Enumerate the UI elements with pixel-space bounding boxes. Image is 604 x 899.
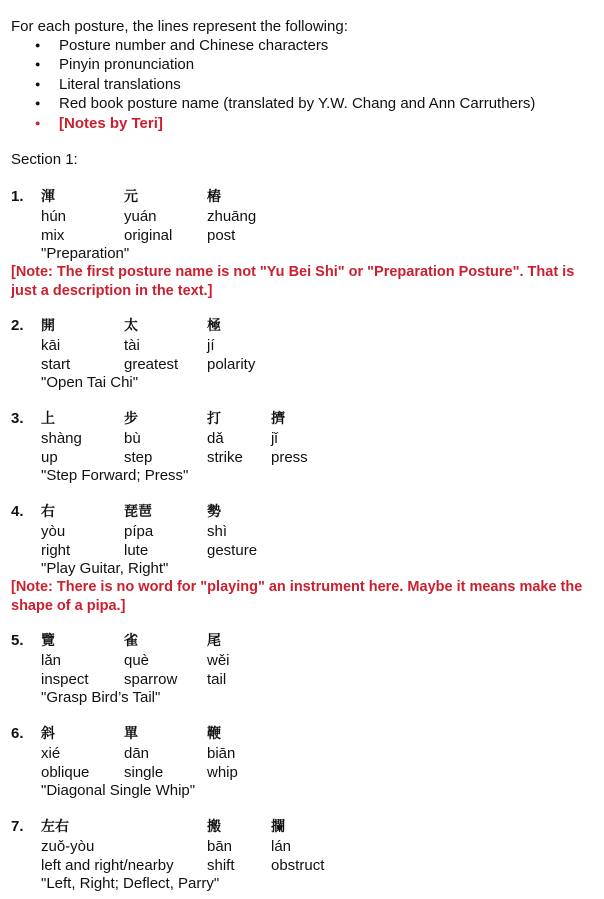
character: 右 — [41, 504, 55, 520]
posture-name: "Play Guitar, Right" — [41, 560, 169, 577]
pinyin: dān — [124, 745, 150, 762]
posture-number: 1. — [11, 188, 24, 205]
literal: press — [271, 449, 308, 466]
posture-number: 3. — [11, 410, 24, 427]
posture-number: 7. — [11, 818, 24, 835]
literal: up — [41, 449, 58, 466]
character: 琵琶 — [124, 504, 152, 520]
literal: tail — [207, 671, 227, 688]
literal: greatest — [124, 356, 179, 373]
character: 步 — [124, 411, 138, 427]
pinyin: shì — [207, 523, 228, 540]
character: 上 — [41, 411, 55, 427]
posture-number: 5. — [11, 632, 24, 649]
literal: post — [207, 227, 236, 244]
literal: single — [124, 764, 164, 781]
posture-name: "Grasp Bird’s Tail" — [41, 689, 161, 706]
posture-name: "Open Tai Chi" — [41, 374, 139, 391]
pinyin: zuǒ-yòu — [41, 838, 95, 855]
literal: original — [124, 227, 173, 244]
literal: left and right/nearby — [41, 857, 174, 874]
posture-name: "Preparation" — [41, 245, 130, 262]
teri-note: [Note: The first posture name is not "Yu Bei Shi" or "Preparation Posture". That is just a description in the text.] — [11, 264, 575, 299]
pinyin: yuán — [124, 208, 157, 225]
pinyin: xié — [41, 745, 61, 762]
character: 勢 — [207, 504, 221, 520]
literal: gesture — [207, 542, 258, 559]
character: 左右 — [41, 819, 69, 835]
posture-name: "Step Forward; Press" — [41, 467, 189, 484]
posture-number: 6. — [11, 725, 24, 742]
intro-text: For each posture, the lines represent the following: — [11, 18, 348, 35]
posture-number: 2. — [11, 317, 24, 334]
posture-name: "Left, Right; Deflect, Parry" — [41, 875, 220, 892]
character: 擠 — [271, 411, 285, 427]
literal: polarity — [207, 356, 256, 373]
legend-item: ● Pinyin pronunciation — [33, 55, 535, 74]
character: 樁 — [207, 189, 221, 205]
literal: sparrow — [124, 671, 178, 688]
pinyin: què — [124, 652, 150, 669]
pinyin: tài — [124, 337, 140, 354]
character: 極 — [207, 318, 221, 334]
character: 鞭 — [207, 726, 221, 742]
legend-item: ● Red book posture name (translated by Y.W. Chang and Ann Carruthers) — [33, 94, 535, 113]
character: 開 — [41, 318, 55, 334]
literal: strike — [207, 449, 243, 466]
character: 太 — [124, 318, 138, 334]
pinyin: zhuāng — [207, 208, 257, 225]
character: 攔 — [271, 819, 285, 835]
posture-name: "Diagonal Single Whip" — [41, 782, 196, 799]
literal: mix — [41, 227, 65, 244]
literal: right — [41, 542, 71, 559]
pinyin: shàng — [41, 430, 82, 447]
pinyin: wěi — [207, 652, 230, 669]
pinyin: kāi — [41, 337, 61, 354]
posture-number: 4. — [11, 503, 24, 520]
literal: inspect — [41, 671, 89, 688]
pinyin: yòu — [41, 523, 66, 540]
pinyin: bān — [207, 838, 233, 855]
character: 雀 — [124, 633, 138, 649]
literal: shift — [207, 857, 235, 874]
legend-item-notes: ● [Notes by Teri] — [33, 114, 535, 133]
character: 斜 — [41, 726, 55, 742]
literal: obstruct — [271, 857, 325, 874]
character: 覽 — [41, 633, 55, 649]
pinyin: jí — [207, 337, 215, 354]
legend-item: ● Posture number and Chinese characters — [33, 36, 535, 55]
pinyin: bù — [124, 430, 141, 447]
pinyin: jǐ — [271, 430, 278, 447]
character: 尾 — [207, 633, 221, 649]
pinyin: hún — [41, 208, 67, 225]
pinyin: biān — [207, 745, 236, 762]
pinyin: dǎ — [207, 430, 224, 447]
character: 搬 — [207, 819, 221, 835]
legend-item: ● Literal translations — [33, 75, 535, 94]
section-heading: Section 1: — [11, 151, 78, 168]
pinyin: lán — [271, 838, 292, 855]
pinyin: pípa — [124, 523, 154, 540]
literal: lute — [124, 542, 149, 559]
pinyin: lǎn — [41, 652, 62, 669]
literal: oblique — [41, 764, 90, 781]
literal: whip — [207, 764, 238, 781]
literal: start — [41, 356, 71, 373]
legend-list — [33, 36, 535, 133]
character: 單 — [124, 726, 138, 742]
literal: step — [124, 449, 153, 466]
teri-note: [Note: There is no word for "playing" an instrument here. Maybe it means make the shape of a pipa.] — [11, 579, 583, 614]
character: 打 — [207, 411, 221, 427]
character: 渾 — [41, 189, 55, 205]
character: 元 — [124, 189, 138, 205]
